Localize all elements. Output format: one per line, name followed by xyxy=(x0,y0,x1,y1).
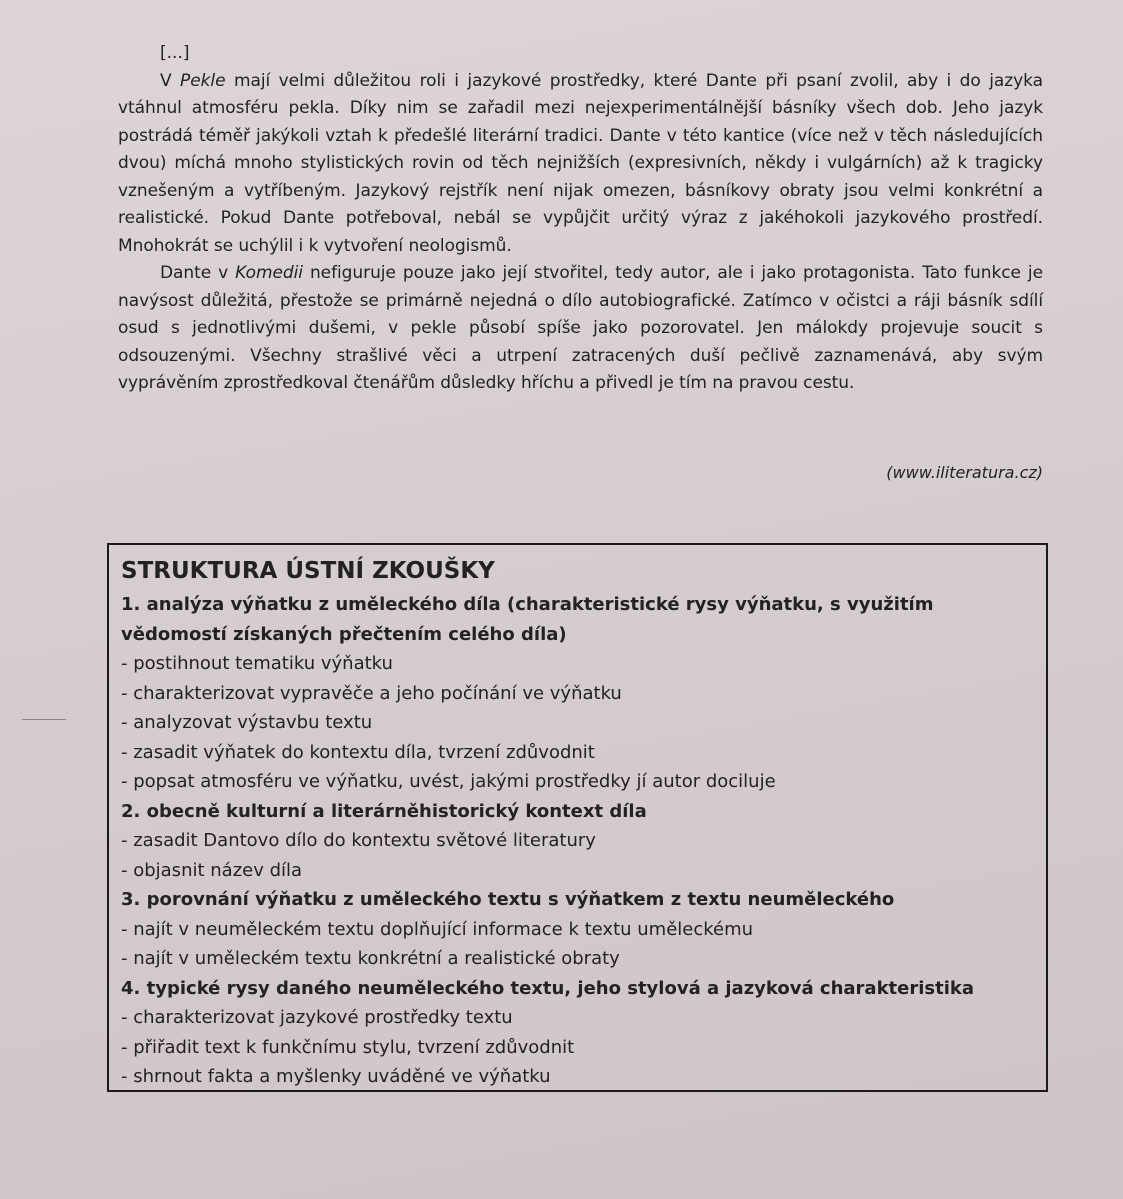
section-2-item: - zasadit Dantovo dílo do kontextu světové literatury xyxy=(121,830,596,851)
section-1-item: - postihnout tematiku výňatku xyxy=(121,653,393,674)
exam-title: STRUKTURA ÚSTNÍ ZKOUŠKY xyxy=(121,558,495,584)
section-4-item: - charakterizovat jazykové prostředky textu xyxy=(121,1007,513,1028)
section-heading-4: 4. typické rysy daného neuměleckého textu, jeho stylová a jazyková charakteristika xyxy=(121,977,975,999)
section-1-item: - analyzovat výstavbu textu xyxy=(121,712,373,733)
section-1-item: - popsat atmosféru ve výňatku, uvést, jakými prostředky jí autor dociluje xyxy=(121,771,776,792)
source-citation: (www.iliteratura.cz) xyxy=(886,463,1043,482)
paragraph-1-body: mají velmi důležitou roli i jazykové prostředky, které Dante při psaní zvolil, aby i do jazyka vtáhnul atmosféru pekla. Díky nim se zařadil mezi nejexperimentálnější básníky všech dob. Jeho jazyk postrádá téměř jakýkoli vztah k předešlé literární tradici. Dante v této kantice (více než v těch následujících dvou) míchá mnoho stylistických rovin od těch nejnižších (expresivních, někdy i vulgárních) až k tragicky vznešeným a vytříbeným. Jazykový rejstřík není nijak omezen, básníkovy obraty jsou velmi konkrétní a realistické. Pokud Dante potřeboval, nebál se vypůjčit určitý výraz z jakéhokoli jazykového prostředí. Mnohokrát se uchýlil i k vytvoření neologismů. xyxy=(118,70,1043,256)
section-1-item: - zasadit výňatek do kontextu díla, tvrzení zdůvodnit xyxy=(121,741,595,763)
paragraph-1-start: V xyxy=(160,70,181,91)
section-3-item: - najít v uměleckém textu konkrétní a realistické obraty xyxy=(121,948,620,969)
exam-sections xyxy=(121,590,1034,1092)
paragraph-2-body: nefiguruje pouze jako její stvořitel, tedy autor, ale i jako protagonista. Tato funkce je navýsost důležitá, přestože se primárně nejedná o dílo autobiografické. Zatímco v očistci a ráji básník sdílí osud s jednotlivými dušemi, v pekle působí spíše jako pozorovatel. Jen málokdy projevuje soucit s odsouzenými. Všechny strašlivé věci a utrpení zatracených duší pečlivě zaznamenává, aby svým vyprávěním zprostředkoval čtenářům důsledky hříchu a přivedl je tím na pravou cestu. xyxy=(118,263,1043,393)
paragraph-1 xyxy=(118,68,1043,261)
section-heading-3: 3. porovnání výňatku z uměleckého textu s výňatkem z textu neuměleckého xyxy=(121,889,895,910)
section-3-item: - najít v neuměleckém textu doplňující informace k textu uměleckému xyxy=(121,918,754,940)
paragraph-2 xyxy=(118,260,1043,398)
section-2-item: - objasnit název díla xyxy=(121,859,303,881)
article-text xyxy=(118,40,1043,398)
section-4-item: - přiřadit text k funkčnímu stylu, tvrzení zdůvodnit xyxy=(121,1036,575,1058)
section-4-item: - shrnout fakta a myšlenky uváděné ve výňatku xyxy=(121,1066,551,1087)
exam-structure-box xyxy=(107,543,1048,1092)
paragraph-2-start: Dante v xyxy=(160,263,236,283)
ellipsis: [...] xyxy=(160,43,190,63)
margin-mark xyxy=(22,719,66,720)
work-title-pekle: Pekle xyxy=(180,70,226,91)
section-heading-1: 1. analýza výňatku z uměleckého díla (charakteristické rysy výňatku, s využitím vědomostí získaných přečtením celého díla) xyxy=(121,594,934,645)
section-heading-2: 2. obecně kulturní a literárněhistorický kontext díla xyxy=(121,800,647,822)
section-1-item: - charakterizovat vypravěče a jeho počínání ve výňatku xyxy=(121,682,622,704)
work-title-komedii: Komedii xyxy=(235,263,303,283)
